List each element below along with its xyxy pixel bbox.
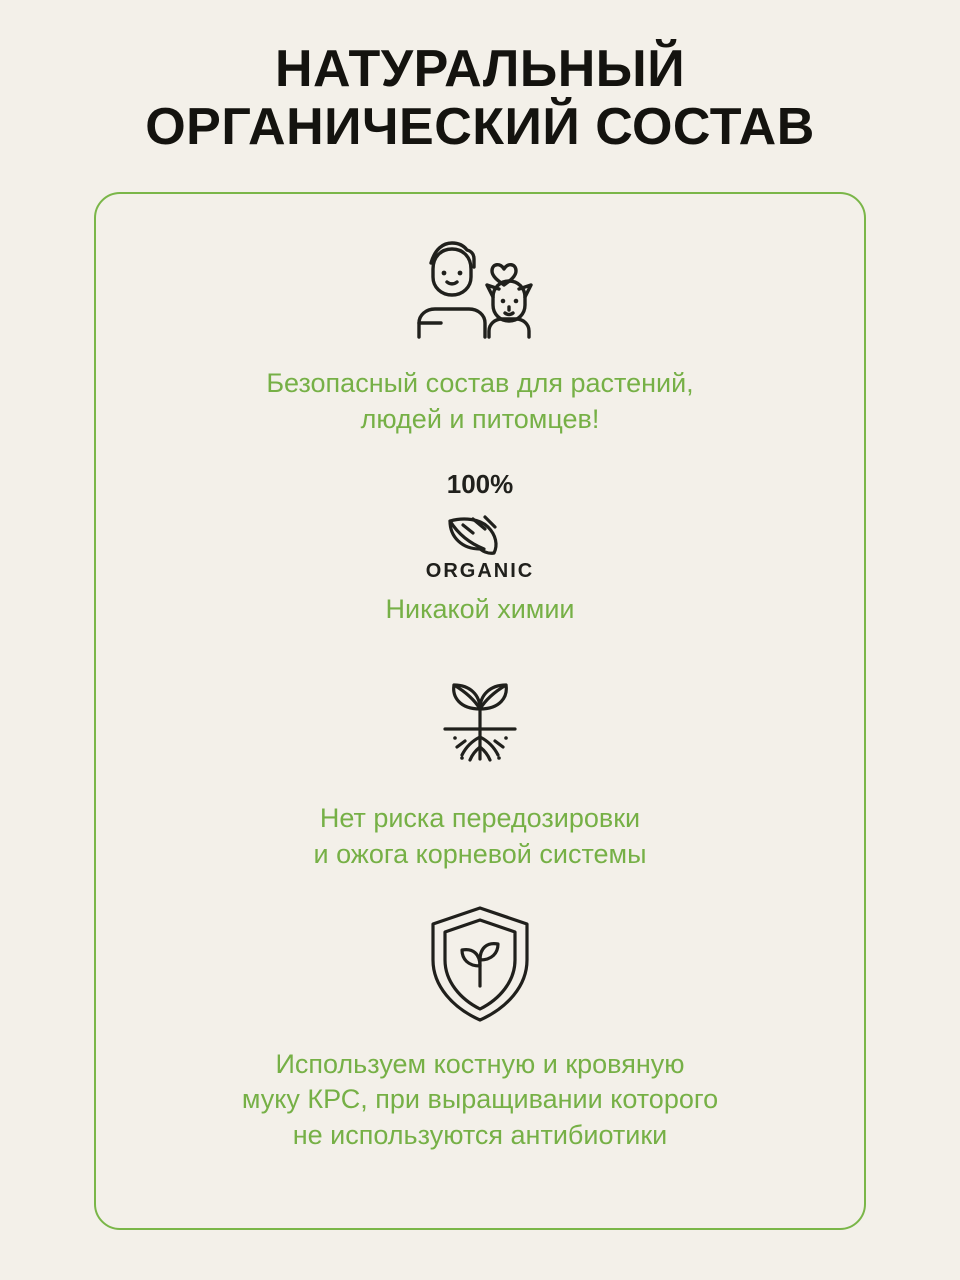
feature-text	[242, 1047, 718, 1154]
feature-text-line: не используются антибиотики	[292, 1119, 668, 1150]
features-card	[94, 192, 866, 1230]
feature-text-line: и ожога корневой системы	[313, 838, 647, 869]
shield-with-leaf-icon	[415, 899, 545, 1029]
svg-text:ORGANIC: ORGANIC	[425, 559, 535, 582]
feature-text-line: людей и питомцев!	[360, 404, 600, 435]
feature-text	[385, 592, 574, 628]
feature-item	[96, 230, 864, 437]
feature-text	[266, 366, 693, 437]
feature-item	[96, 653, 864, 872]
feature-text-line: Нет риска передозировки	[319, 803, 641, 834]
feature-item	[96, 464, 864, 628]
feature-text-line: Безопасный состав для растений,	[266, 368, 694, 399]
page-title-line-1: НАТУРАЛЬНЫЙ	[274, 40, 686, 98]
page-title-line-2: ОРГАНИЧЕСКИЙ СОСТАВ	[145, 98, 815, 157]
page-title	[30, 40, 930, 156]
person-and-pet-icon	[405, 230, 555, 348]
feature-text	[314, 801, 647, 872]
organic-100-percent-leaf-icon	[405, 464, 555, 582]
feature-item	[96, 899, 864, 1154]
svg-text:100%: 100%	[446, 468, 514, 499]
feature-text-line: Используем костную и кровяную	[275, 1048, 685, 1079]
feature-text-line: муку КРС, при выращивании которого	[241, 1084, 719, 1115]
feature-text-line: Никакой химии	[385, 593, 575, 624]
sprout-with-roots-icon	[405, 653, 555, 783]
